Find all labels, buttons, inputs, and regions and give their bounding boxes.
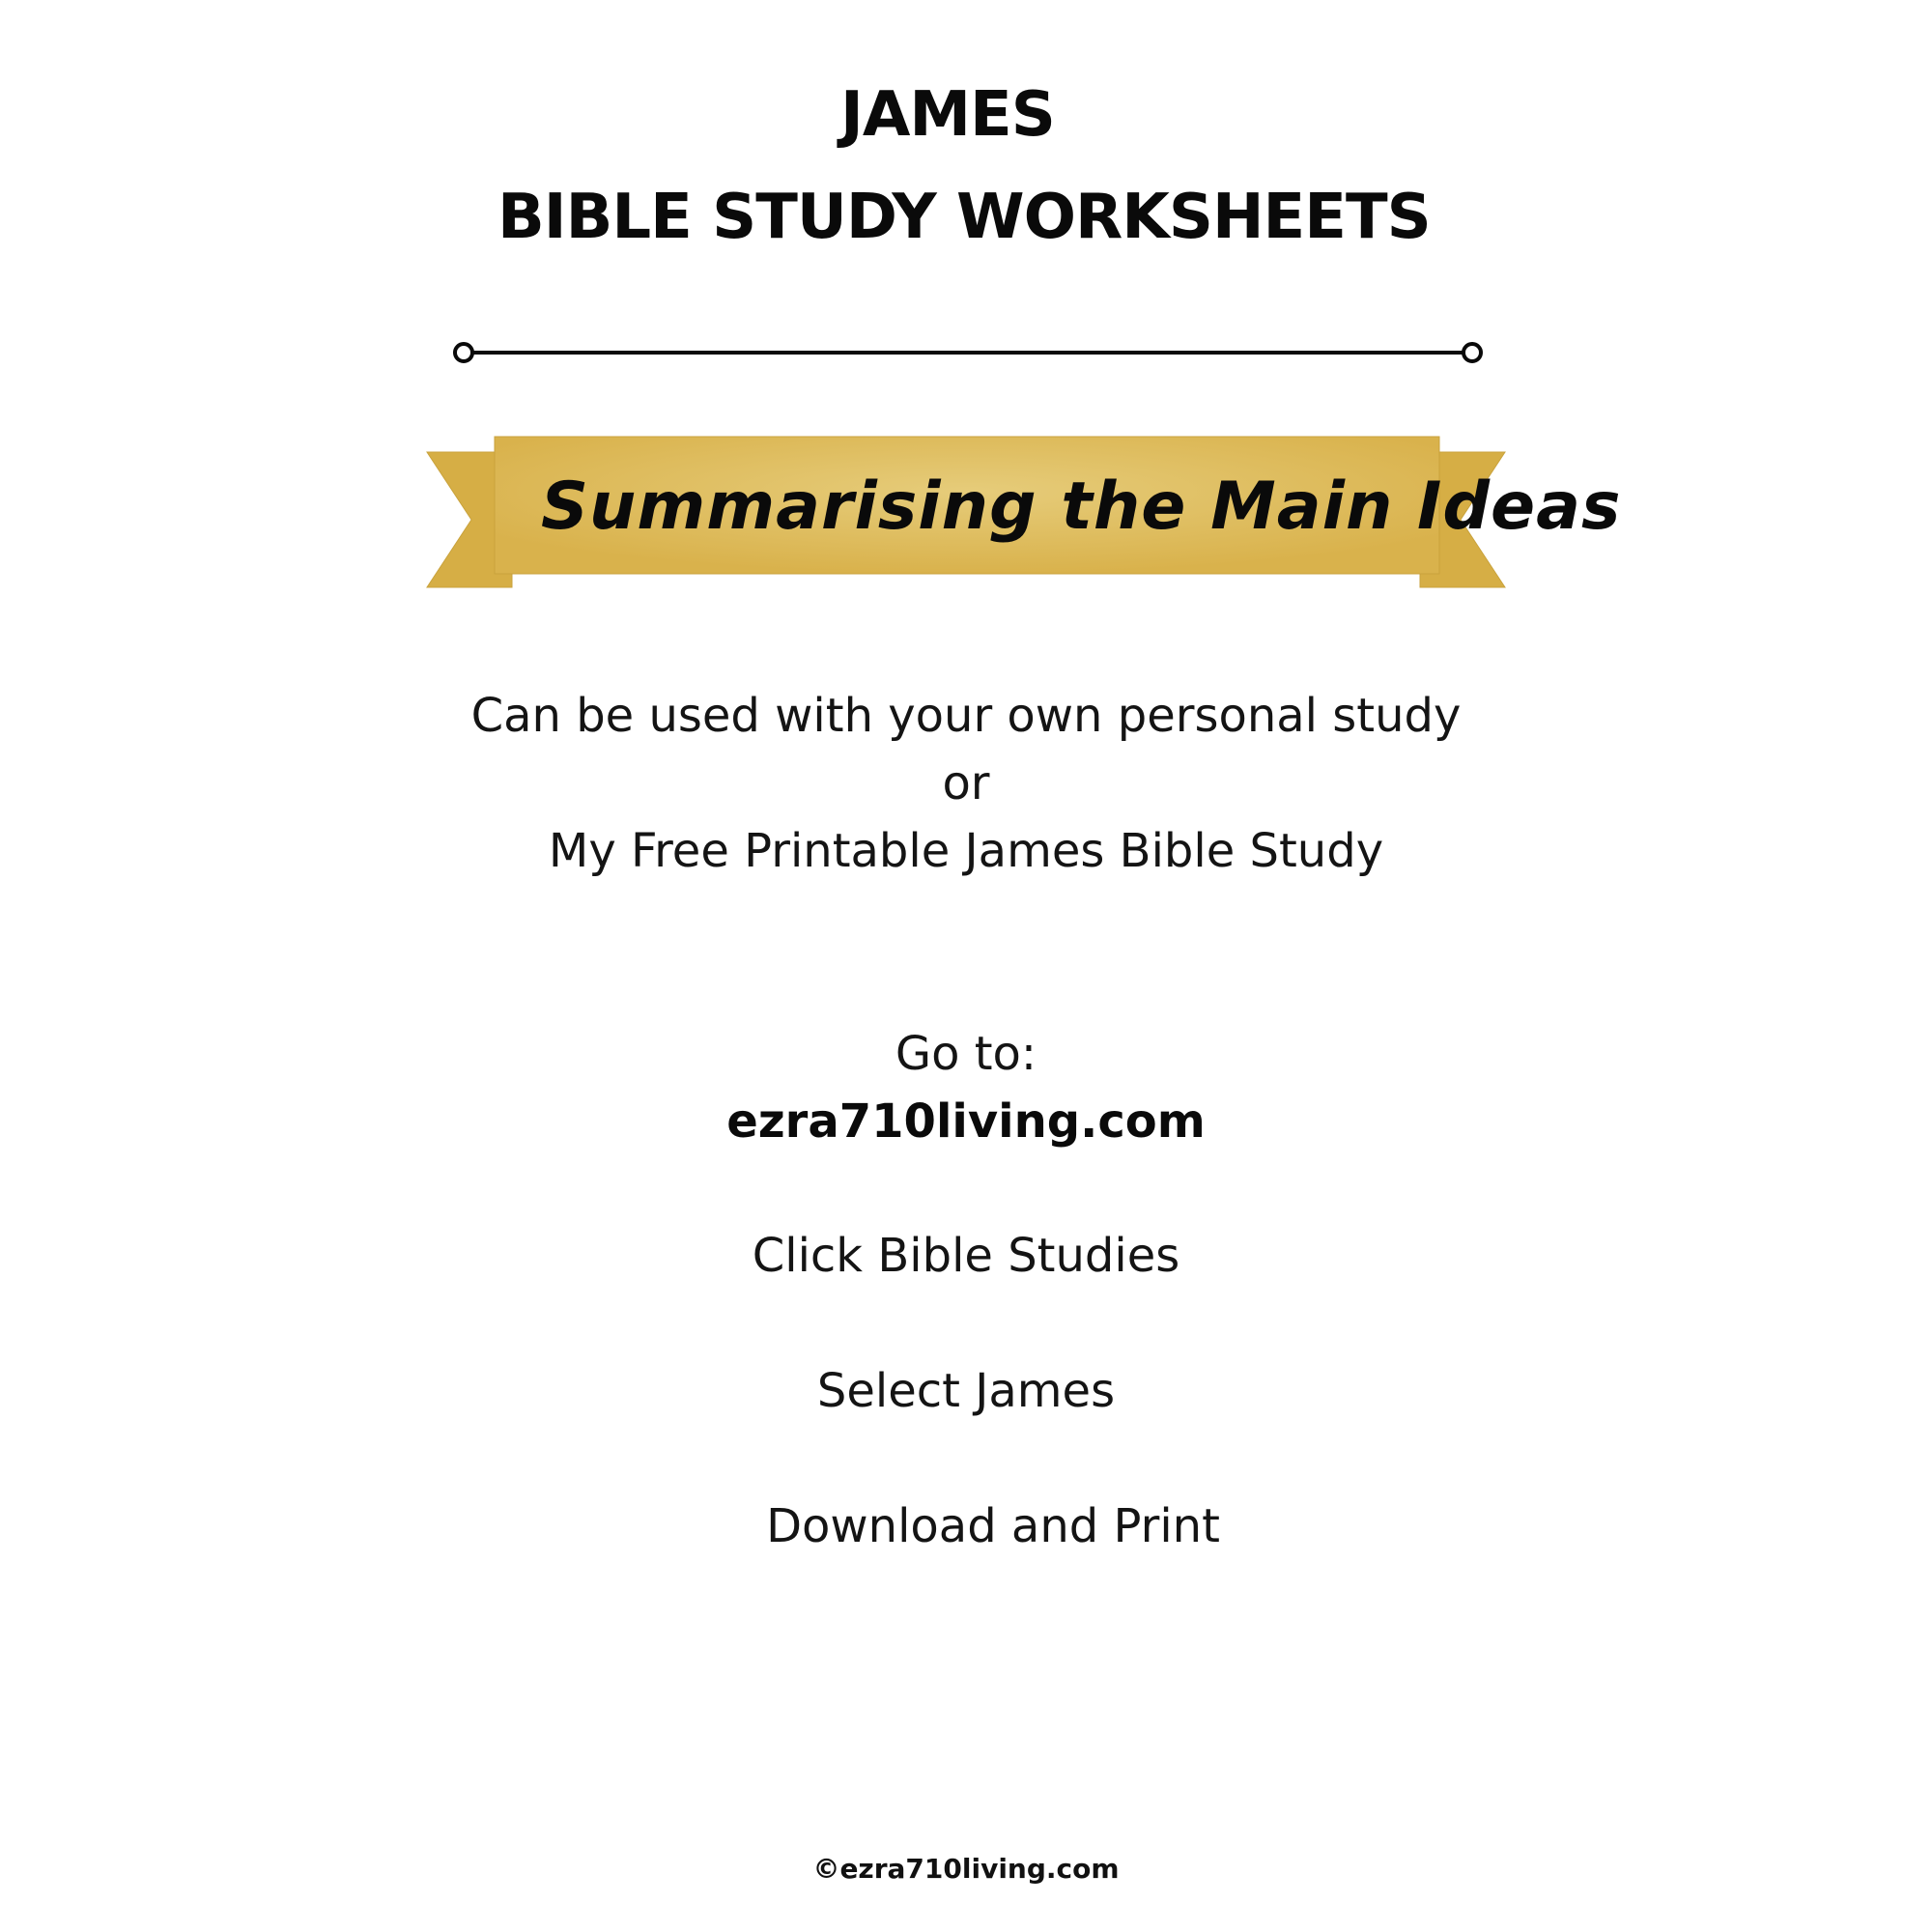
instruction-goto-label: Go to: (895, 1027, 1037, 1081)
divider-right-dot (1463, 344, 1481, 361)
instruction-step-select-james: Select James (816, 1364, 1116, 1418)
instruction-step-click-bible-studies: Click Bible Studies (752, 1229, 1180, 1283)
intro-line-or: or (942, 756, 990, 810)
page-title-book: JAMES (840, 79, 1055, 151)
intro-line-personal-study: Can be used with your own personal study (470, 689, 1462, 743)
footer-copyright: ©ezra710living.com (812, 1853, 1120, 1885)
title-divider (446, 338, 1490, 367)
website-link[interactable]: ezra710living.com (726, 1094, 1206, 1149)
page-title-subtitle: BIBLE STUDY WORKSHEETS (497, 182, 1431, 253)
divider-left-dot (455, 344, 472, 361)
intro-line-free-study: My Free Printable James Bible Study (548, 824, 1384, 878)
banner-label: Summarising the Main Ideas (541, 469, 1622, 545)
instruction-step-download-print: Download and Print (766, 1499, 1220, 1553)
